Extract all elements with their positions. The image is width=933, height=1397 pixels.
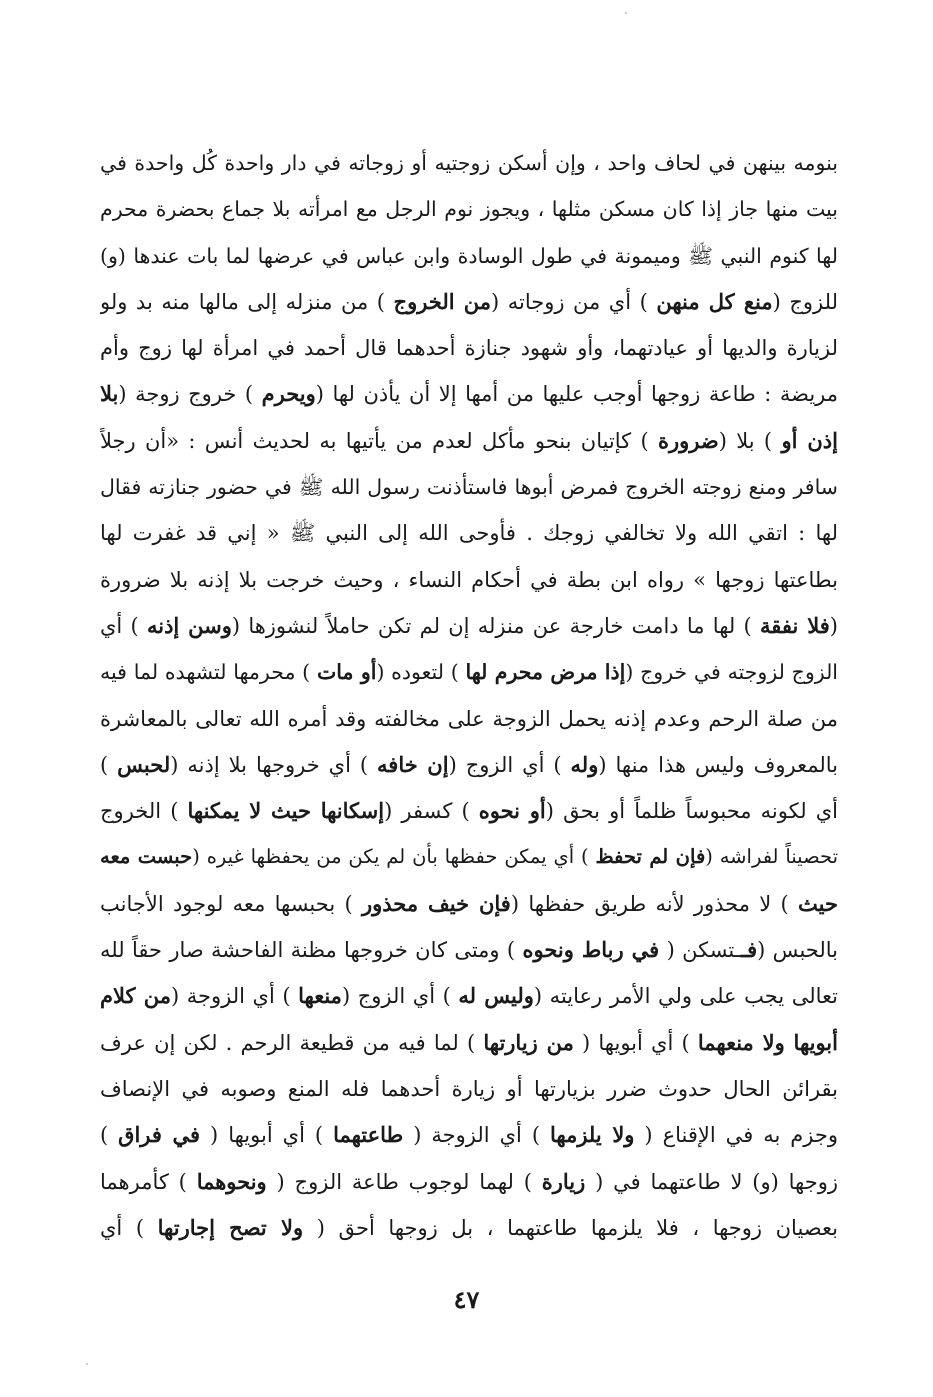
text-segment: ) أي الزوجة (: [403, 1123, 550, 1148]
text-segment: ) لها ما دامت خارجة عن منزله إن لم تكن حاملاً لنشوزها (: [231, 613, 760, 638]
text-segment: تحصيناً لفراشه (: [705, 845, 838, 869]
text-segment: ) أي الزوج (: [341, 984, 459, 1009]
text-segment: ) خروج زوجة (: [118, 382, 262, 407]
bold-matn-segment: فإن خيف محذور: [361, 890, 511, 916]
text-segment: ): [100, 1123, 119, 1148]
bold-matn-segment: أو نحوه: [478, 798, 546, 824]
text-line: [100, 140, 838, 186]
text-line: [100, 1020, 838, 1066]
text-segment: بنومه بينهن في لحاف واحد ، وإن أسكن زوجتيه أو زوجاته في دار واحدة كُل واحدة في: [100, 151, 838, 175]
bold-matn-segment: وليس له: [458, 983, 534, 1009]
text-line: [100, 1066, 838, 1112]
text-segment: ) أي من زوجاته (: [491, 289, 657, 314]
text-segment: ) ومتى كان خروجها مظنة الفاحشة صار حقاً لله: [100, 938, 523, 963]
text-segment: ) كإتيان بنحو مأكل لعدم من يأتيها به لحديث أنس : «أن رجلاً: [100, 428, 659, 453]
text-segment: ) محرمها لتشهده لما فيه: [100, 660, 317, 685]
scan-speck: [86, 1363, 88, 1365]
text-segment: ) من منزله إلى مالها منه بد ولو: [100, 289, 394, 314]
text-segment: ) أي الزوجة (: [170, 984, 299, 1009]
bold-matn-segment: حبست معه: [100, 845, 193, 869]
text-segment: للزوج (: [772, 289, 838, 314]
text-line: [100, 742, 838, 788]
text-segment: لها : اتقي الله ولا تخالفي زوجك . فأوحى الله إلى النبي ﷺ « إني قد غفرت لها: [100, 521, 838, 546]
text-segment: زوجها (و) لا طاعتهما في (: [585, 1169, 838, 1194]
text-segment: ـتسكن (: [659, 938, 741, 963]
bold-matn-segment: أو مات: [316, 660, 377, 685]
text-line: [100, 1159, 838, 1205]
bold-matn-segment: إسكانها حيث لا يمكنها: [187, 798, 385, 824]
text-segment: ) أي يمكن حفظها بأن لم يكن من يحفظها غيره (: [192, 845, 596, 869]
bold-matn-segment: منع كل منهن: [656, 288, 773, 314]
page-number: ٤٧: [453, 1285, 480, 1314]
text-line: [100, 973, 838, 1019]
text-segment: بالحبس (: [757, 938, 838, 963]
text-segment: ) أي: [100, 613, 147, 638]
text-segment: بعصيان زوجها ، فلا يلزمها طاعتهما ، بل زوجها أحق (: [303, 1215, 838, 1240]
body-text: [100, 140, 838, 1251]
bold-matn-segment: وسن إذنه: [146, 612, 232, 638]
text-segment: أي لكونه محبوساً ظلماً أو بحق (: [545, 799, 838, 824]
text-segment: ) لما فيه من قطيعة الرحم . لكن إن عرف: [100, 1030, 484, 1055]
text-segment: ) أي أبويها (: [573, 1030, 698, 1055]
bold-matn-segment: إذا مرض محرم لها: [465, 660, 626, 685]
text-segment: ) أي الزوج (: [448, 752, 571, 777]
text-segment: بقرائن الحال حدوث ضرر بزيارتها أو زيارة أحدهما فله المنع وصوبه في الإنصاف: [100, 1076, 838, 1101]
bold-matn-segment: من كلام: [100, 983, 171, 1009]
text-segment: من صلة الرحم وعدم إذنه يحمل الزوجة على مخالفته وقد أمره الله تعالى بالمعاشرة: [100, 706, 838, 731]
text-line: [100, 788, 838, 834]
text-segment: ) أي أبويها (: [200, 1123, 334, 1148]
bold-matn-segment: فإن لم تحفظ: [595, 845, 706, 869]
bold-matn-segment: من زيارتها: [483, 1029, 574, 1055]
text-segment: بطاعتها زوجها » رواه ابن بطة في أحكام النساء ، وحيث خرجت بلا إذنه بلا ضرورة: [100, 567, 838, 592]
text-line: [100, 603, 838, 649]
bold-matn-segment: وله: [570, 751, 599, 777]
text-segment: ) كسفر (: [384, 799, 479, 824]
text-segment: ) أي خروجها بلا إذنه (: [170, 752, 378, 777]
text-segment: ) الخروج: [100, 799, 188, 824]
text-line: [100, 649, 838, 695]
text-segment: ) لهما لوجوب طاعة الزوج (: [266, 1169, 542, 1194]
text-segment: بالمعروف وليس هذا منها (: [598, 752, 838, 777]
text-segment: (: [829, 613, 838, 638]
bold-matn-segment: منعها: [298, 983, 342, 1009]
scan-speck: [625, 12, 627, 14]
bold-matn-segment: زيارة: [541, 1168, 586, 1194]
bold-matn-segment: بلا: [100, 381, 119, 407]
text-segment: ) كأمرهما: [100, 1169, 197, 1194]
text-line: [100, 696, 838, 742]
text-line: [100, 233, 838, 279]
text-line: [100, 371, 838, 417]
bold-matn-segment: ولا تصح إجارتها: [157, 1214, 304, 1240]
text-segment: مريضة : طاعة زوجها أوجب عليها من أمها إلا أن يأذن لها (: [315, 382, 838, 407]
text-segment: ) لتعوده (: [376, 660, 466, 685]
text-segment: سافر ومنع زوجته الخروج فمرض أبوها فاستأذنت رسول الله ﷺ في حضور جنازته فقال: [100, 475, 838, 500]
text-line: [100, 186, 838, 232]
bold-matn-segment: إذن أو: [781, 427, 838, 453]
bold-matn-segment: في فراق: [118, 1122, 201, 1148]
text-line: [100, 1205, 838, 1251]
bold-matn-segment: طاعتهما: [333, 1122, 404, 1148]
bold-matn-segment: من الخروج: [393, 288, 491, 314]
bold-matn-segment: حيث: [798, 890, 838, 916]
bold-matn-segment: لحبس: [117, 751, 171, 777]
text-line: [100, 881, 838, 927]
text-segment: وجزم به في الإقناع (: [634, 1123, 838, 1148]
text-line: [100, 325, 838, 371]
text-segment: ) لا محذور لأنه طريق حفظها (: [510, 891, 799, 916]
text-line: [100, 464, 838, 510]
text-line: [100, 1112, 838, 1158]
text-line: [100, 418, 838, 464]
text-segment: ) بلا (: [718, 428, 782, 453]
text-line: [100, 510, 838, 556]
text-line: [100, 279, 838, 325]
text-line: [100, 557, 838, 603]
text-segment: بيت منها جاز إذا كان مسكن مثلها ، ويجوز نوم الرجل مع امرأته بلا جماع بحضرة محرم: [100, 197, 838, 222]
bold-matn-segment: ولا يلزمها: [550, 1122, 635, 1148]
text-line: [100, 927, 838, 973]
bold-matn-segment: أبويها ولا منعهما: [697, 1029, 838, 1055]
bold-matn-segment: ضرورة: [658, 427, 719, 453]
text-segment: ): [100, 752, 118, 777]
text-segment: لها كنوم النبي ﷺ وميمونة في طول الوسادة وابن عباس في عرضها لما بات عندها (و): [100, 243, 838, 268]
bold-matn-segment: فـ: [740, 937, 758, 963]
bold-matn-segment: ونحوهما: [196, 1168, 267, 1194]
text-segment: ) أي: [100, 1215, 158, 1240]
text-line: [100, 834, 838, 880]
bold-matn-segment: فلا نفقة: [759, 612, 830, 638]
text-segment: الزوج لزوجته في خروج (: [625, 660, 838, 685]
text-segment: تعالى يجب على ولي الأمر رعايته (: [533, 984, 838, 1009]
bold-matn-segment: ويحرم: [261, 381, 316, 407]
bold-matn-segment: في رباط ونحوه: [522, 937, 660, 963]
text-segment: لزيارة والديها أو عيادتهما، وأو شهود جنازة أحدهما قال أحمد في امرأة لها زوج وأم: [100, 336, 838, 361]
text-segment: ) بحبسها معه لوجود الأجانب: [100, 891, 362, 916]
bold-matn-segment: إن خافه: [377, 751, 449, 777]
